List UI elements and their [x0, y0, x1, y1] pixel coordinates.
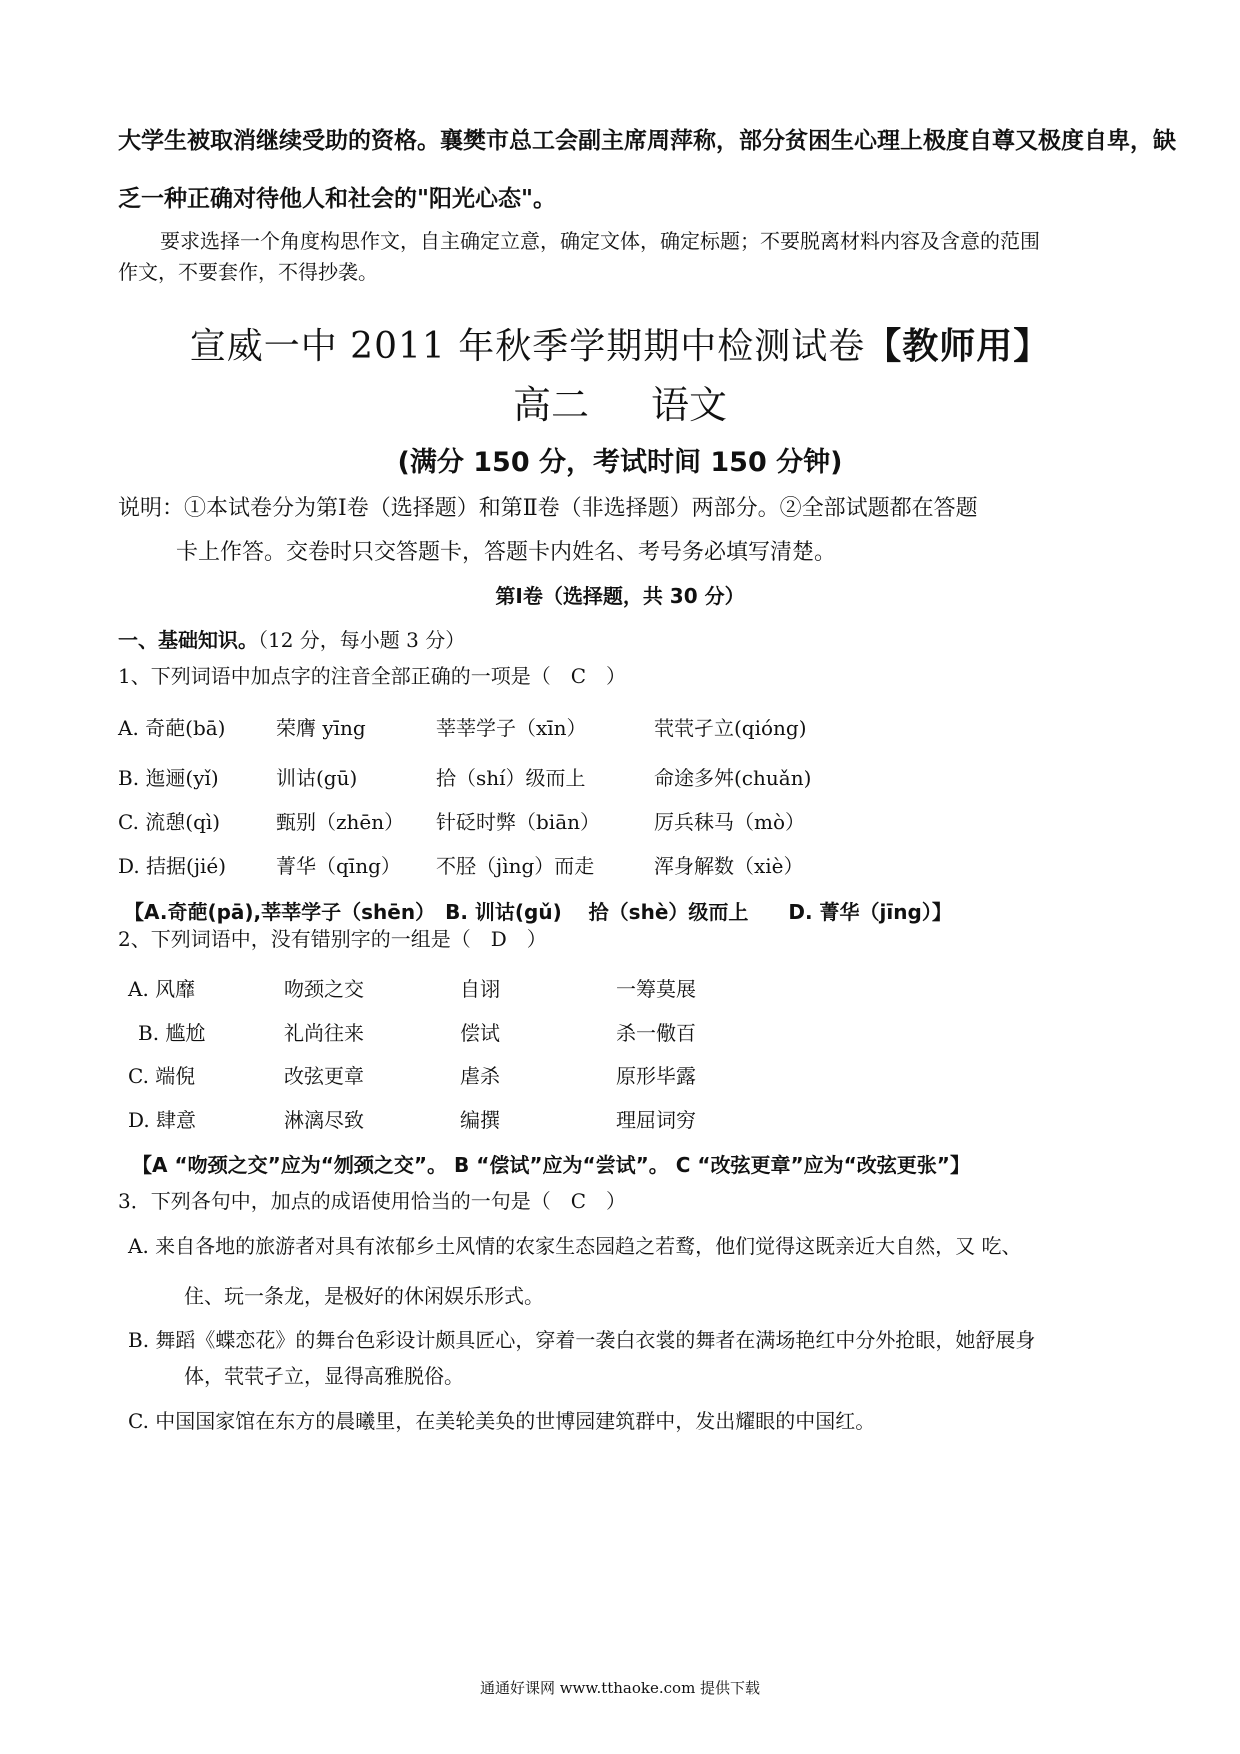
q2-b-item1: B. 尴尬 [138, 1021, 206, 1045]
q2-d-item1: D. 肆意 [128, 1108, 197, 1132]
requirement-line-2: 作文，不要套作，不得抄袭。 [118, 260, 378, 284]
q2-a-item2: 吻颈之交 [284, 977, 364, 1001]
q1-c-item3: 针砭时弊（biān） [436, 810, 601, 834]
q1-a-item3: 莘莘学子（xīn） [436, 716, 587, 740]
section1-detail: （12 分，每小题 3 分） [258, 628, 466, 652]
q1-b-item4: 命途多舛(chuǎn) [654, 766, 812, 790]
q1-d-item4: 浑身解数（xiè） [654, 854, 804, 878]
q1-b-item2: 训诂(gū) [276, 766, 358, 790]
grade-label: 高二 [512, 383, 589, 427]
q2-answer: 【A “吻颈之交”应为“刎颈之交”。 B “偿试”应为“尝试”。 C “改弦更章”应为“改弦更张”】 [132, 1153, 970, 1177]
q1-a-item4: 茕茕孑立(qióng) [654, 716, 807, 740]
q3-option-c-line1: C. 中国国家馆在东方的晨曦里，在美轮美奂的世博园建筑群中，发出耀眼的中国红。 [128, 1409, 876, 1433]
note-line-1: 说明：①本试卷分为第Ⅰ卷（选择题）和第Ⅱ卷（非选择题）两部分。②全部试题都在答题 [118, 496, 978, 521]
note-line-2: 卡上作答。交卷时只交答题卡，答题卡内姓名、考号务必填写清楚。 [176, 540, 837, 565]
q2-d-item3: 编撰 [460, 1108, 500, 1132]
q1-d-item3: 不胫（jìng）而走 [436, 854, 595, 878]
exam-title [0, 318, 1240, 369]
q3-option-b-line1: B. 舞蹈《蝶恋花》的舞台色彩设计颇具匠心，穿着一袭白衣裳的舞者在满场艳红中分外抢眼，她舒展身 [128, 1328, 1036, 1352]
q1-answer: 【A.奇葩(pā),莘莘学子（shēn） B. 训诂(gǔ) 拾（shè）级而上 D. 菁华（jīng）】 [124, 900, 952, 924]
section1-label: 一、基础知识。 [118, 628, 258, 652]
q2-b-item2: 礼尚往来 [284, 1021, 364, 1045]
q1-d-item2: 菁华（qīng） [276, 854, 401, 878]
q1-c-item1: C. 流憩(qì) [118, 810, 221, 834]
section1-heading [118, 624, 1128, 653]
q3-option-b-line2: 体，茕茕孑立，显得高雅脱俗。 [184, 1364, 464, 1388]
q3-option-a-line2: 住、玩一条龙，是极好的休闲娱乐形式。 [184, 1284, 544, 1308]
subject-label: 语文 [651, 383, 728, 427]
q2-stem: 2、下列词语中，没有错别字的一组是（ D ） [118, 927, 547, 951]
q2-a-item1: A. 风靡 [128, 977, 196, 1001]
exam-title-tag: 【教师用】 [865, 326, 1051, 367]
page-footer: 通通好课网 www.tthaoke.com 提供下载 [479, 1679, 761, 1697]
q1-b-item1: B. 迤逦(yǐ) [118, 766, 219, 790]
q2-d-item2: 淋漓尽致 [284, 1108, 364, 1132]
q2-c-item3: 虐杀 [460, 1064, 500, 1088]
part1-title: 第Ⅰ卷（选择题，共 30 分） [495, 584, 745, 608]
q1-c-item4: 厉兵秣马（mò） [654, 810, 806, 834]
material-line-2: 乏一种正确对待他人和社会的"阳光心态"。 [118, 186, 556, 212]
grade-subject [0, 374, 1240, 429]
q1-b-item3: 拾（shí）级而上 [436, 766, 586, 790]
q1-a-item1: A. 奇葩(bā) [118, 716, 226, 740]
q2-d-item4: 理屈词穷 [616, 1108, 696, 1132]
material-line-1: 大学生被取消继续受助的资格。襄樊市总工会副主席周萍称，部分贫困生心理上极度自尊又极度自卑，缺 [118, 128, 1176, 154]
q2-c-item4: 原形毕露 [616, 1064, 696, 1088]
q2-a-item3: 自诩 [460, 977, 500, 1001]
q1-a-item2: 荣膺 yīng [276, 716, 366, 740]
q1-d-item1: D. 拮据(jié) [118, 854, 227, 878]
requirement-line-1: 要求选择一个角度构思作文，自主确定立意，确定文体，确定标题；不要脱离材料内容及含意的范围 [160, 229, 1040, 253]
q2-b-item4: 杀一儆百 [616, 1021, 696, 1045]
q2-c-item2: 改弦更章 [284, 1064, 364, 1088]
q1-c-item2: 甄别（zhēn） [276, 810, 405, 834]
q3-stem: 3．下列各句中，加点的成语使用恰当的一句是（ C ） [118, 1189, 627, 1213]
exam-info: (满分 150 分，考试时间 150 分钟) [397, 447, 843, 478]
q2-c-item1: C. 端倪 [128, 1064, 196, 1088]
q2-a-item4: 一筹莫展 [616, 977, 696, 1001]
q1-stem: 1、下列词语中加点字的注音全部正确的一项是（ C ） [118, 664, 627, 688]
q3-option-a-line1: A. 来自各地的旅游者对具有浓郁乡土风情的农家生态园趋之若鹜，他们觉得这既亲近大自然，又 吃、 [128, 1234, 1022, 1258]
exam-title-main: 宣威一中 2011 年秋季学期期中检测试卷 [189, 326, 866, 367]
q2-b-item3: 偿试 [460, 1021, 500, 1045]
